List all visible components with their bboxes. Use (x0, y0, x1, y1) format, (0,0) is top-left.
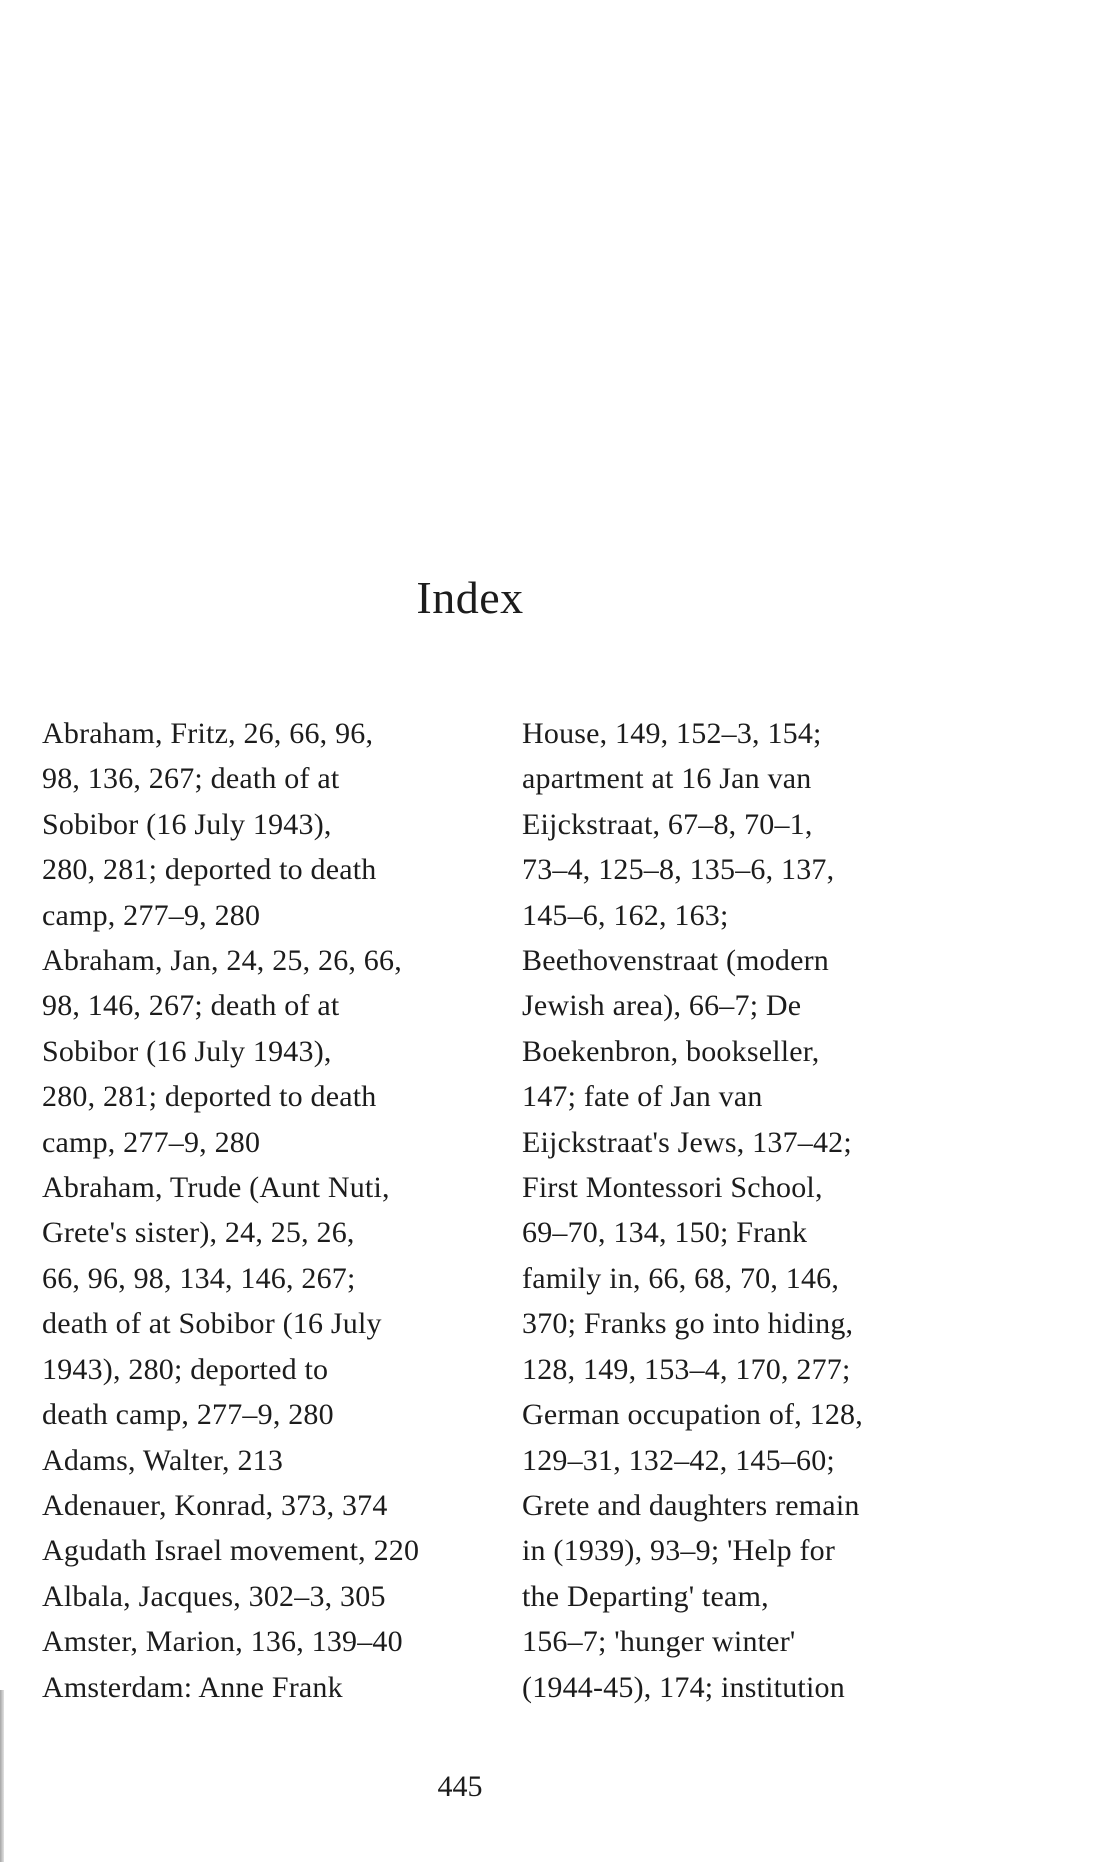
index-continuation-line: Boekenbron, bookseller, (522, 1034, 820, 1068)
index-continuation-line: 145–6, 162, 163; (522, 898, 729, 932)
index-entry-line: 98, 136, 267; death of at (42, 762, 340, 796)
index-entry-line: 98, 146, 267; death of at (42, 989, 340, 1023)
index-continuation-line: Eijckstraat, 67–8, 70–1, (522, 807, 813, 841)
page-title: Index (416, 572, 524, 623)
index-entry-line: 280, 281; deported to death (42, 853, 377, 887)
index-entry-line: Albala, Jacques, 302–3, 305 (42, 1579, 386, 1613)
index-continuation-line: in (1939), 93–9; 'Help for (522, 1534, 836, 1568)
index-entry-line: Abraham, Trude (Aunt Nuti, (42, 1171, 390, 1205)
index-entry-line: Sobibor (16 July 1943), (42, 807, 332, 841)
index-continuation-line: German occupation of, 128, (522, 1398, 863, 1432)
index-entry-line: Adams, Walter, 213 (42, 1443, 284, 1477)
index-continuation-line: 69–70, 134, 150; Frank (522, 1216, 808, 1250)
index-entry-line: Amster, Marion, 136, 139–40 (42, 1625, 403, 1659)
index-entry-line: Abraham, Fritz, 26, 66, 96, (42, 717, 374, 750)
index-continuation-line: House, 149, 152–3, 154; (522, 717, 822, 750)
index-continuation-line: 128, 149, 153–4, 170, 277; (522, 1352, 851, 1386)
index-continuation-line: 370; Franks go into hiding, (522, 1307, 854, 1341)
index-entry (42, 1574, 482, 1619)
index-entry (42, 1665, 482, 1710)
index-continuation-line: 147; fate of Jan van (522, 1080, 763, 1114)
index-continuation-line: 156–7; 'hunger winter' (522, 1625, 796, 1659)
index-continuation-line: family in, 66, 68, 70, 146, (522, 1261, 840, 1295)
index-entry-line: 66, 96, 98, 134, 146, 267; (42, 1261, 356, 1295)
index-entry (42, 938, 482, 1165)
index-continuation-line: 73–4, 125–8, 135–6, 137, (522, 853, 835, 887)
index-entry-line: Agudath Israel movement, 220 (42, 1534, 420, 1568)
index-continuation-line: Jewish area), 66–7; De (522, 989, 802, 1023)
index-entry-line: 280, 281; deported to death (42, 1080, 377, 1114)
index-entry (42, 1438, 482, 1483)
index-continuation-line: (1944-45), 174; institution (522, 1670, 845, 1704)
index-entry-line: death of at Sobibor (16 July (42, 1307, 382, 1341)
index-continuation-line: 129–31, 132–42, 145–60; (522, 1443, 835, 1477)
index-continuation-line: Beethovenstraat (modern (522, 944, 829, 978)
index-entry-line: camp, 277–9, 280 (42, 1125, 261, 1159)
index-entry-line: 1943), 280; deported to (42, 1352, 329, 1386)
index-entry-line: Abraham, Jan, 24, 25, 26, 66, (42, 944, 402, 978)
index-column-right (522, 711, 942, 1710)
index-continuation-line: the Departing' team, (522, 1579, 769, 1613)
page-number: 445 (437, 1770, 483, 1803)
index-entry-line: Sobibor (16 July 1943), (42, 1034, 332, 1068)
index-column-left (42, 711, 482, 1710)
index-entry (42, 1619, 482, 1664)
index-continuation-line: Eijckstraat's Jews, 137–42; (522, 1125, 852, 1159)
index-entry-line: Grete's sister), 24, 25, 26, (42, 1216, 355, 1250)
index-continuation-line: apartment at 16 Jan van (522, 762, 812, 796)
index-continuation-line: Grete and daughters remain (522, 1488, 860, 1522)
index-entry-line: camp, 277–9, 280 (42, 898, 261, 932)
index-continuation-line: First Montessori School, (522, 1171, 823, 1205)
index-entry (42, 1165, 482, 1437)
index-entry (42, 1528, 482, 1573)
index-entry (42, 1483, 482, 1528)
index-entry (42, 711, 482, 938)
index-entry-line: Amsterdam: Anne Frank (42, 1670, 343, 1704)
index-entry-line: death camp, 277–9, 280 (42, 1398, 334, 1432)
index-entry-line: Adenauer, Konrad, 373, 374 (42, 1488, 388, 1522)
